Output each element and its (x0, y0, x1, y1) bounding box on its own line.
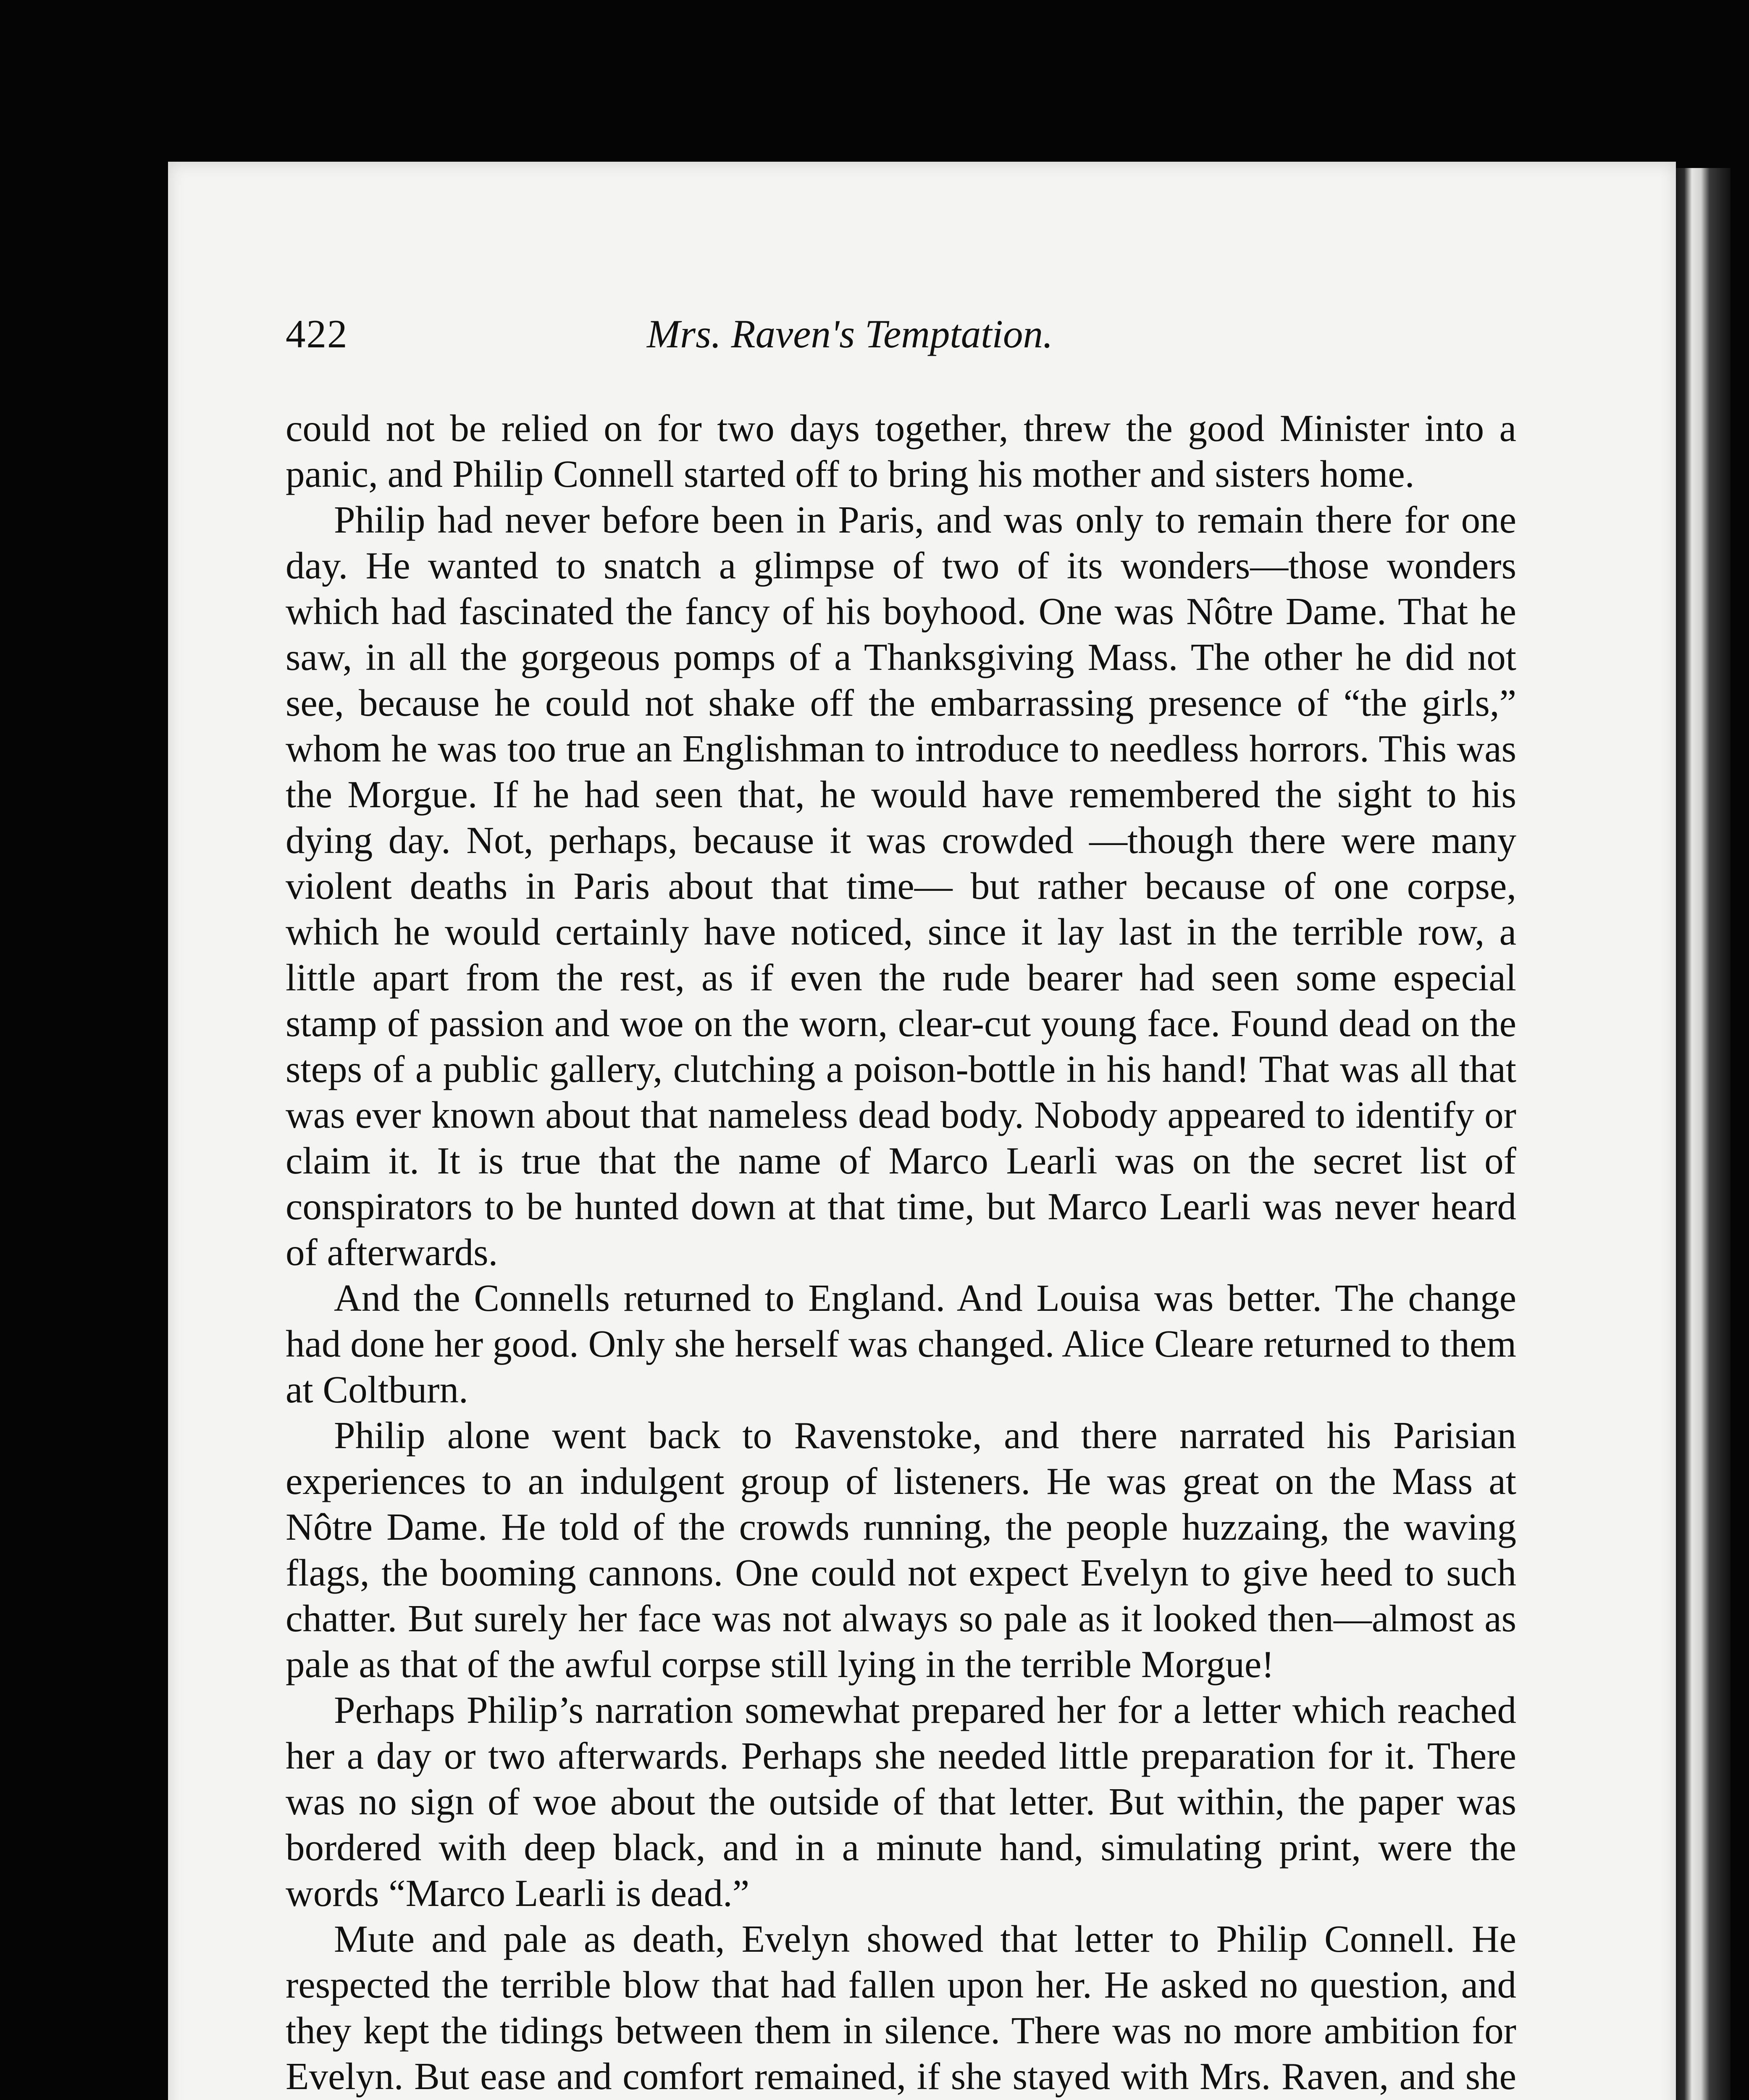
page-number: 422 (286, 312, 348, 356)
running-title: Mrs. Raven's Temptation. (647, 312, 1053, 356)
running-header (286, 311, 1516, 374)
paragraph: Philip had never before been in Paris, and was only to remain there for one day. He wanted to snatch a glimpse of two of its wonders—those wonders which had fascinated the fancy of his boyhood. One was Nôtre Dame. That he saw, in all the gorgeous pomps of a Thanksgiving Mass. The other he did not see, because he could not shake off the embarrassing presence of “the girls,” whom he was too true an Englishman to introduce to needless horrors. This was the Morgue. If he had seen that, he would have remembered the sight to his dying day. Not, perhaps, because it was crowded —though there were many violent deaths in Paris about that time— but rather because of one corpse, which he would certainly have noticed, since it lay last in the terrible row, a little apart from the rest, as if even the rude bearer had seen some especial stamp of passion and woe on the worn, clear-cut young face. Found dead on the steps of a public gallery, clutching a poison-bottle in his hand! That was all that was ever known about that nameless dead body. Nobody appeared to identify or claim it. It is true that the name of Marco Learli was on the secret list of conspirators to be hunted down at that time, but Marco Learli was never heard of afterwards. (286, 499, 1516, 1273)
page-edge (1676, 168, 1731, 2100)
paragraph: Perhaps Philip’s narration somewhat prepared her for a letter which reached her a day or two afterwards. Perhaps she needed little preparation for it. There was no sign of woe about the outside of that letter. But within, the paper was bordered with deep black, and in a minute hand, simulating print, were the words “Marco Learli is dead.” (286, 1689, 1516, 1914)
paragraph: And the Connells returned to England. And Louisa was better. The change had done her good. Only she herself was changed. Alice Cleare returned to them at Coltburn. (286, 1277, 1516, 1411)
paragraph: could not be relied on for two days together, threw the good Minister into a panic, and Philip Connell started off to bring his mother and sisters home. (286, 407, 1516, 495)
body-text (286, 405, 1516, 2100)
paragraph: Philip alone went back to Ravenstoke, and there narrated his Parisian experiences to an indulgent group of listeners. He was great on the Mass at Nôtre Dame. He told of the crowds running, the people huzzaing, the waving flags, the booming cannons. One could not expect Evelyn to give heed to such chatter. But surely her face was not always so pale as it looked then—almost as pale as that of the awful corpse still lying in the terrible Morgue! (286, 1414, 1516, 1685)
paragraph: Mute and pale as death, Evelyn showed that letter to Philip Connell. He respected the terrible blow that had fallen upon her. He asked no question, and they kept the tidings between them in silence. There was no more ambition for Evelyn. But ease and comfort remained, if she stayed with Mrs. Raven, and she (286, 1918, 1516, 2097)
